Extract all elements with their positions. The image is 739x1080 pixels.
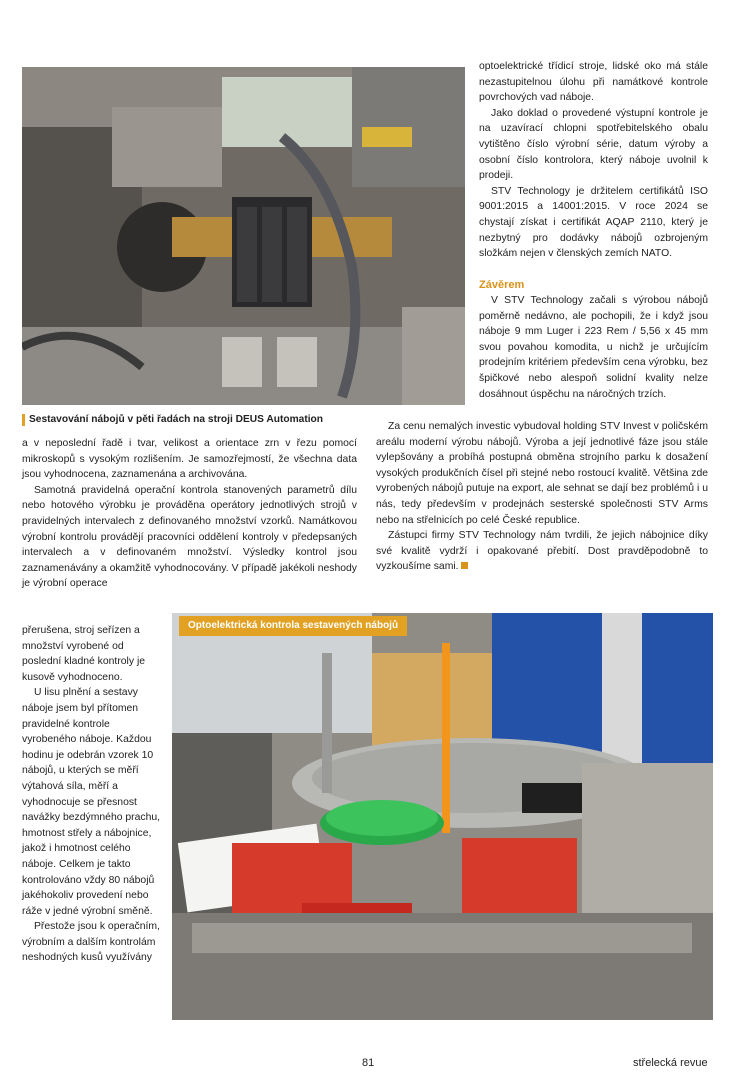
- photo-machine-assembly: [22, 67, 465, 405]
- right-column-middle: [376, 419, 708, 575]
- paragraph: [376, 528, 708, 575]
- paragraph: STV Technology je držitelem certifikátů ISO 9001:2015 a 14001:2015. V roce 2024 se chystají získat i certifikát AQAP 2110, který je nezbytný pro dodávky nábojů ozbrojeným složkám nejen v členských zemích NATO.: [479, 185, 708, 260]
- magazine-name: střelecká revue: [633, 1057, 708, 1069]
- bottom-photo-caption: Optoelektrická kontrola sestavených nábojů: [179, 616, 407, 636]
- page-number: 81: [362, 1057, 375, 1069]
- paragraph: Jako doklad o provedené výstupní kontrole je na uzavírací chlopni spotřebitelského obalu vytištěno číslo výrobní série, datum výroby a osobní číslo kontrolora, který náboje uvolnil k prodeji.: [479, 107, 708, 182]
- paragraph: V STV Technology začali s výrobou nábojů poměrně nedávno, ale pochopili, že i když jsou náboje 9 mm Luger i 223 Rem / 5,56 x 45 mm svou povahou komodita, u nichž je určujícím prodejním kritériem především cena výrobku, bez špičkové nebo alespoň solidní kvality nelze dosáhnout úspěchu na náročných trzích.: [479, 295, 708, 400]
- paragraph: Za cenu nemalých investic vybudoval holding STV Invest v poličském areálu moderní výrobu nábojů. Výroba a její jednotlivé fáze jsou stále vylepšovány a probíhá postupná obměna strojního parku k dosažení vysokých produkčních čísel při stejné nebo rostoucí kvalitě. Většina zde vyrobených nábojů putuje na export, ale sehnat se dají bez problémů i u nás, tedy především v prodejnách sesterské společnosti STV Arms nebo na střelnicích po celé České republice.: [376, 421, 708, 526]
- paragraph: Samotná pravidelná operační kontrola stanovených parametrů dílu nebo hotového výrobku je prováděna operátory jednotlivých strojů v pravidelných intervalech z definovaného množství vzorků. Namátkovou výrobní kontrolu provádějí pracovníci oddělení kontroly v předepsaných intervalech a v definovaném množství. Výsledky kontrol jsou zaznamenávány a okamžitě vyhodnocovány. V případě jakékoli neshody je výrobní operace: [22, 484, 357, 590]
- paragraph: přerušena, stroj seřízen a množství vyrobené od poslední kladné kontroly je kusově vyhodnoceno.: [22, 625, 146, 683]
- paragraph: Přestože jsou k operačním, výrobním a dalším kontrolám neshodných kusů využívány: [22, 921, 160, 964]
- paragraph: U lisu plnění a sestavy náboje jsem byl přítomen pravidelné kontrole vyrobeného náboje. Každou hodinu je odebrán vzorek 10 nábojů, u kterých se měří výtahová síla, měří a vyhodnocuje se přesnost navážky bezdýmného prachu, hmotnost střely a nábojnice, jakož i hmotnost celého náboje. Celkem je takto kontrolováno vždy 80 nábojů jakéhokoliv provedení nebo ráže v jedné výrobní směně.: [22, 687, 161, 917]
- bottom-photo: [172, 613, 713, 1020]
- top-photo: [22, 67, 465, 405]
- end-mark-icon: [461, 562, 468, 569]
- right-column-conclusion: [479, 293, 708, 402]
- left-column-middle: [22, 436, 357, 592]
- narrow-column: [22, 623, 162, 966]
- caption-accent-bar: [22, 414, 25, 426]
- top-photo-caption-text: Sestavování nábojů v pěti řadách na stroji DEUS Automation: [29, 414, 323, 425]
- paragraph-text: Zástupci firmy STV Technology nám tvrdili, že jejich nábojnice díky své kvalitě vydrží i opakované přebití. Dost pravděpodobně to vyzkoušíme sami.: [376, 530, 708, 573]
- section-heading: Závěrem: [479, 279, 525, 291]
- paragraph: optoelektrické třídicí stroje, lidské oko má stále nezastupitelnou úlohu při namátkové kontrole povrchových vad náboje.: [479, 61, 708, 104]
- photo-optoelectric-control: [172, 613, 713, 1020]
- right-column-top: [479, 59, 708, 262]
- paragraph: a v neposlední řadě i tvar, velikost a orientace zrn v řezu pomocí mikroskopů s vysokým rozlišením. Je samozřejmostí, že všechna data jsou vyhodnocena, zaznamenána a archivována.: [22, 438, 357, 481]
